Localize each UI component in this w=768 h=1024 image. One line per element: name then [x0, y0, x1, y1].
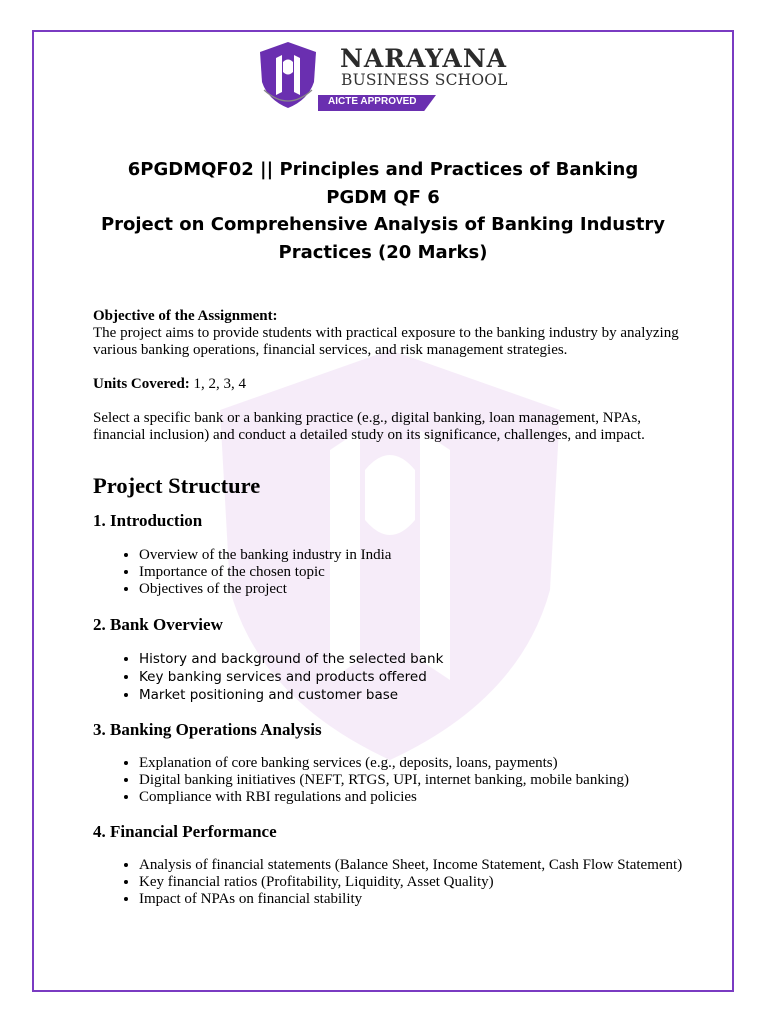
list-item: • History and background of the selected bank	[139, 650, 683, 668]
school-logo	[256, 40, 518, 114]
project-title: Project on Comprehensive Analysis of Banking Industry	[100, 214, 666, 235]
course-title: 6PGDMQF02 || Principles and Practices of Banking	[127, 159, 639, 180]
structure-title: Project Structure	[93, 473, 261, 498]
introduction-list	[93, 547, 683, 598]
list-item: • Digital banking initiatives (NEFT, RTGS, UPI, internet banking, mobile banking)	[139, 772, 683, 789]
aicte-badge-text: AICTE APPROVED	[328, 96, 417, 107]
project-title-cont: Practices (20 Marks)	[278, 241, 488, 263]
select-instructions: Select a specific bank or a banking practice (e.g., digital banking, loan management, NPAs, financial inclusion) and conduct a detailed study on its significance, challenges, and impact.	[93, 410, 645, 443]
document-body	[93, 308, 683, 908]
list-item: • Impact of NPAs on financial stability	[139, 891, 683, 908]
logo-subtitle: BUSINESS SCHOOL	[341, 71, 508, 89]
objective-text: The project aims to provide students with practical exposure to the banking industry by analyzing various banking operations, financial services, and risk management strategies.	[93, 325, 679, 358]
list-item: • Market positioning and customer base	[139, 686, 683, 704]
objective-heading: Objective of the Assignment:	[93, 308, 278, 324]
financial-performance-list	[93, 857, 683, 908]
list-item: • Explanation of core banking services (e.g., deposits, loans, payments)	[139, 755, 683, 772]
section-heading-financial-performance: 4. Financial Performance	[93, 822, 277, 841]
section-heading-operations: 3. Banking Operations Analysis	[93, 720, 322, 739]
section-heading-introduction: 1. Introduction	[93, 511, 203, 530]
bank-overview-list	[93, 650, 683, 704]
units-covered	[93, 376, 683, 393]
section-heading-bank-overview: 2. Bank Overview	[93, 615, 223, 634]
units-label: Units Covered:	[93, 376, 190, 392]
program-name: PGDM QF 6	[326, 186, 440, 208]
list-item: • Importance of the chosen topic	[139, 564, 683, 581]
list-item: • Key banking services and products offered	[139, 668, 683, 686]
logo-name: NARAYANA	[340, 44, 508, 73]
operations-list	[93, 755, 683, 806]
shield-icon	[256, 40, 320, 110]
list-item: • Overview of the banking industry in India	[139, 547, 683, 564]
document-header	[40, 156, 726, 266]
list-item: • Analysis of financial statements (Balance Sheet, Income Statement, Cash Flow Statement)	[139, 857, 683, 874]
list-item: • Objectives of the project	[139, 581, 683, 598]
list-item: • Compliance with RBI regulations and policies	[139, 789, 683, 806]
list-item: • Key financial ratios (Profitability, Liquidity, Asset Quality)	[139, 874, 683, 891]
units-value: 1, 2, 3, 4	[189, 376, 247, 392]
